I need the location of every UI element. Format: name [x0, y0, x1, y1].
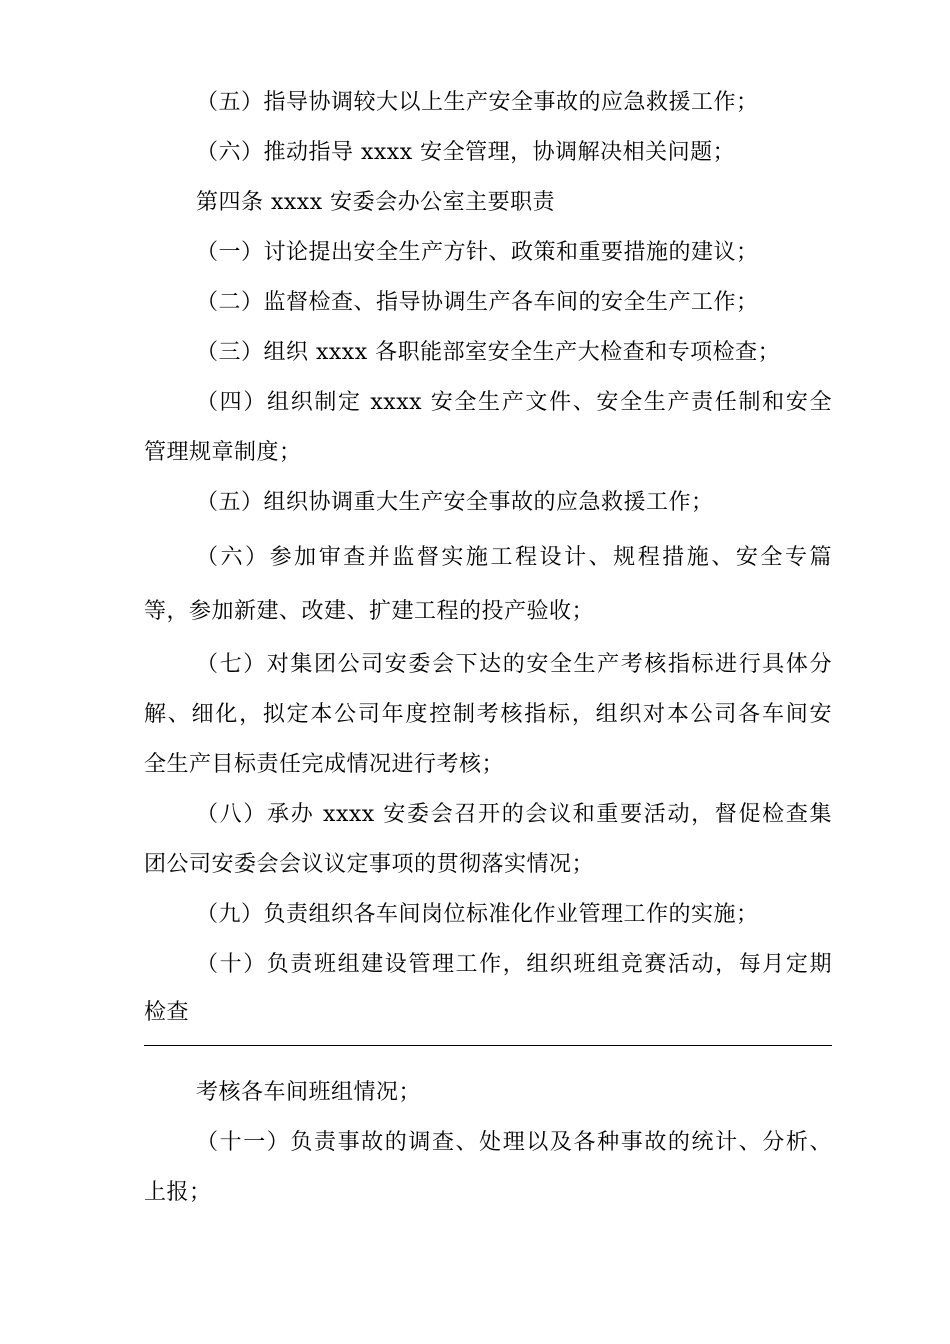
paragraph-line: 检查	[144, 1000, 190, 1025]
paragraph-line: （九）负责组织各车间岗位标准化作业管理工作的实施；	[196, 902, 759, 927]
paragraph-line: 考核各车间班组情况；	[196, 1080, 422, 1105]
paragraph-line: 管理规章制度；	[144, 440, 302, 465]
paragraph-line: 解、细化，拟定本公司年度控制考核指标，组织对本公司各车间安	[144, 702, 832, 727]
paragraph-line: （五）指导协调较大以上生产安全事故的应急救援工作；	[196, 90, 759, 115]
paragraph-line: 上报；	[144, 1180, 212, 1205]
paragraph-line: （八）承办 xxxx 安委会召开的会议和重要活动，督促检查集	[196, 802, 832, 827]
section-heading: 第四条 xxxx 安委会办公室主要职责	[196, 190, 556, 215]
paragraph-line: （一）讨论提出安全生产方针、政策和重要措施的建议；	[196, 240, 759, 265]
paragraph-line: （十一）负责事故的调查、处理以及各种事故的统计、分析、	[196, 1130, 832, 1155]
paragraph-line: （三）组织 xxxx 各职能部室安全生产大检查和专项检查；	[196, 340, 781, 365]
paragraph-line: （十）负责班组建设管理工作，组织班组竞赛活动，每月定期	[196, 952, 832, 977]
paragraph-line: 全生产目标责任完成情况进行考核；	[144, 752, 505, 777]
paragraph-line: （四）组织制定 xxxx 安全生产文件、安全生产责任制和安全	[196, 390, 832, 415]
paragraph-line: （五）组织协调重大生产安全事故的应急救援工作；	[196, 490, 714, 515]
page-divider	[144, 1045, 832, 1046]
paragraph-line: 等，参加新建、改建、扩建工程的投产验收；	[144, 599, 595, 624]
paragraph-line: （二）监督检查、指导协调生产各车间的安全生产工作；	[196, 290, 759, 315]
paragraph-line: 团公司安委会会议议定事项的贯彻落实情况；	[144, 852, 595, 877]
paragraph-line: （七）对集团公司安委会下达的安全生产考核指标进行具体分	[196, 652, 832, 677]
paragraph-line: （六）推动指导 xxxx 安全管理，协调解决相关问题；	[196, 140, 736, 165]
paragraph-line: （六）参加审查并监督实施工程设计、规程措施、安全专篇	[196, 545, 832, 570]
